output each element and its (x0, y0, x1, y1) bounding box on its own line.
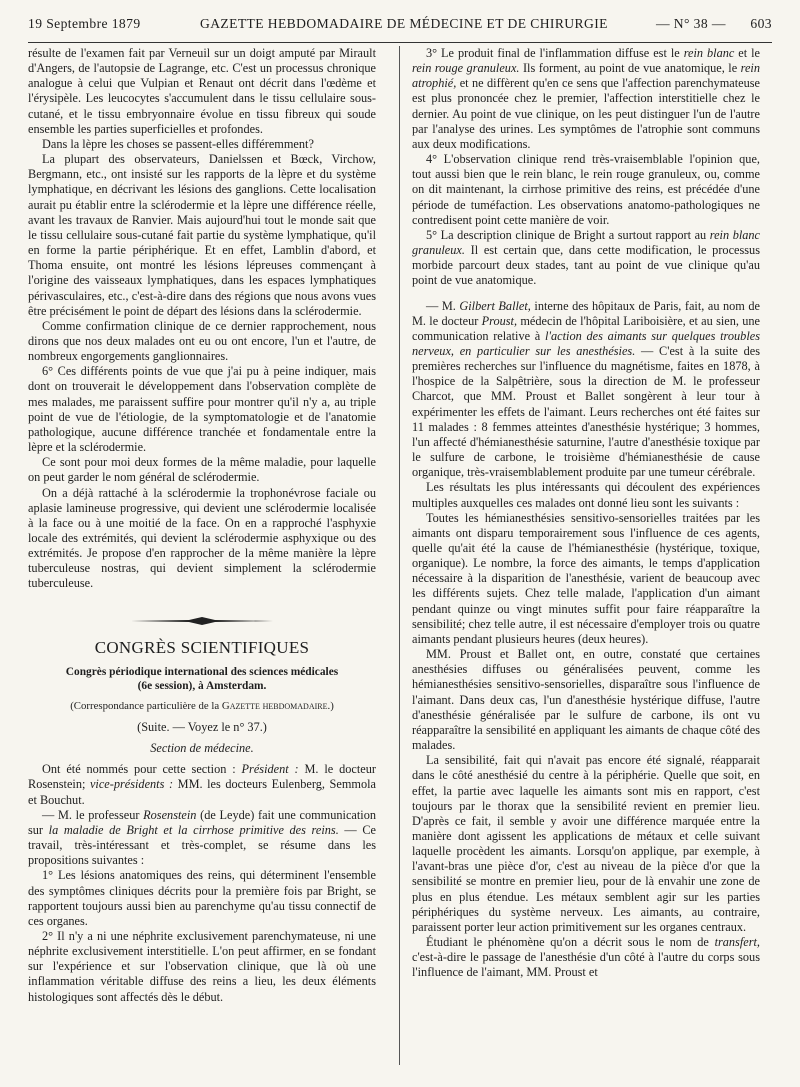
text-run: 3° Le produit final de l'inflammation diffuse est le (426, 46, 684, 60)
text-run: Ont été nommés pour cette section : (42, 762, 242, 777)
text-run: interne des hôpitaux de Paris, fait, au nom de M. le docteur (412, 298, 760, 328)
ornamental-rule (127, 616, 277, 626)
section-heading: CONGRÈS SCIENTIFIQUES (94, 637, 310, 657)
text-run: et le (734, 46, 760, 60)
italic-run: rein blanc (683, 46, 735, 60)
italic-run: Président : (241, 762, 299, 777)
column-divider (399, 46, 400, 1065)
congress-title (28, 665, 376, 693)
gazette-name: Gazette hebdomadaire (221, 699, 328, 712)
correspondence-suffix: .) (327, 699, 334, 712)
paragraph (28, 808, 376, 869)
italic-run: transfert, (714, 935, 760, 950)
italic-run: rein rouge granuleux. (412, 61, 520, 76)
text-run: 5° La description clinique de Bright a surtout rapport au (426, 227, 710, 242)
italic-run: l'action des aimants sur quelques troubles nerveux, en particulier sur les anesthésies. (412, 328, 760, 358)
paragraph: 2° Il n'y a ni une néphrite exclusivement parenchymateuse, ni une néphrite exclusivement interstitielle. L'on peut affirmer, en se fondant sur l'expérience et sur l'observation clinique, que là où une inflammation véritable diffuse des reins a lieu, les deux éléments histologiques sont affectés dès le début. (28, 928, 376, 1004)
text-run: MM. les docteurs Eulenberg, Semmola et Bouchut. (28, 777, 376, 807)
text-run: et ne diffèrent qu'en ce sens que l'affection parenchymateuse est plus prononcée chez le premier, l'affection interstitielle chez le dernier. Au point de vue clinique, on les peut distinguer l'un de l'autre par l'analyse des urines. Les symptômes de l'atrophie sont communs aux deux modifications. (412, 76, 760, 151)
paragraph (28, 762, 376, 807)
running-header (28, 8, 772, 43)
italic-run: Rosenstein (143, 807, 197, 822)
text-run: — M. (426, 298, 460, 313)
paragraph: 6° Ces différents points de vue que j'ai pu à peine indiquer, mais dont on trouverait le développement dans l'observation complète de mes malades, me paraissent suffire pour montrer qu'il n'y a, au triple point de vue de l'étiologie, de la symptomatologie et de l'anatomie pathologique, aucune différence tranchée et fondamentale entre la lèpre et la sclérodermie. (28, 364, 376, 455)
paragraph (412, 299, 760, 481)
text-run: — Ce travail, très-intéressant et très-complet, se résume dans les propositions suivantes : (28, 822, 377, 868)
text-run: c'est-à-dire le passage de l'anesthésie d'un côté à l'autre du corps sous l'influence de l'aimant, MM. Proust et (412, 950, 760, 980)
congress-title-line: Congrès périodique international des sciences médicales (65, 665, 339, 678)
continuation-note: (Suite. — Voyez le n° 37.) (137, 719, 267, 734)
paragraph: La plupart des observateurs, Danielssen et Bœck, Virchow, Bergmann, etc., ont insisté sur les rapports de la lèpre et du système lymphatique, en décrivant les lésions des ganglions. Cette localisation aurait pu établir entre la sclérodermie et la lèpre une différence réelle, avant les travaux de Ranvier. Mais aujourd'hui tout le monde sait que le tissu cellulaire sous-cutané fait partie du système lymphatique, qu'il en forme la partie périphérique. Et en effet, Lamblin d'abord, et Thoma ensuite, ont montré les lésions lépreuses commençant à l'origine des vaisseaux lymphatiques, dans les espaces lymphatiques périvasculaires, etc., c'est-à-dire dans des régions que nous avons vues être précisément le point de départ des lésions dans la sclérodermie. (28, 152, 376, 318)
header-date: 19 Septembre 1879 (28, 16, 141, 31)
paragraph (412, 46, 760, 152)
congress-title-line: (6e session), à Amsterdam. (137, 679, 267, 692)
paragraph: 4° L'observation clinique rend très-vraisemblable l'opinion que, tout aussi bien que le rein blanc, le rein rouge granuleux, ou, comme on dit maintenant, la cirrhose primitive des reins, est précédée d'une période de tuméfaction. Les observations anatomo-pathologiques ne contredisent point cette manière de voir. (412, 152, 760, 227)
paragraph: MM. Proust et Ballet ont, en outre, constaté que certaines anesthésies diffuses ou généralisées peuvent, comme les hémianesthésies sensitivo-sensorielles, disparaître sous l'influence de l'aimant. Dans deux cas, l'un d'anesthésie hystérique diffuse, l'autre d'anesthésie généralisée par le sulfure de carbone, ils ont vu réapparaître la sensibilité en appliquant les aimants de chaque côté des malades. (412, 647, 760, 753)
text-run: Ils forment, au point de vue anatomique, le (519, 61, 741, 76)
paragraph (412, 228, 760, 289)
text-run: — M. le professeur (42, 807, 144, 822)
text-run: Étudiant le phénomène qu'on a décrit sous le nom de (426, 935, 715, 950)
paragraph: Ce sont pour moi deux formes de la même maladie, pour laquelle on peut garder le nom général de sclérodermie. (28, 455, 376, 485)
text-run: (de Leyde) fait une communication sur (28, 807, 376, 837)
paragraph: On a déjà rattaché à la sclérodermie la trophonévrose faciale ou aplasie lamineuse progressive, qui devient une sclérodermie localisée à la face ou à une moitié de la face. On en a rapproché l'asphyxie locale des extrémités, qui devient la sclérodermie asphyxique ou des extrémités. Je propose d'en rapprocher de la même manière la lèpre tuberculeuse nostras, qui devient simplement la sclérodermie tuberculeuse. (28, 485, 376, 591)
text-run: médecin de l'hôpital Lariboisière, et au sien, une communication relative à (412, 313, 760, 343)
correspondence-prefix: (Correspondance particulière de la (70, 699, 222, 712)
paragraph: Les résultats les plus intéressants qui découlent des expériences multiples auxquelles ces malades ont donné lieu sont les suivants : (412, 480, 760, 510)
left-column (28, 46, 376, 1005)
header-journal-title: GAZETTE HEBDOMADAIRE DE MÉDECINE ET DE CHIRURGIE (200, 16, 608, 31)
paragraph: Comme confirmation clinique de ce dernier rapprochement, nous dirons que nos deux malades ont eu ou ont encore, l'un et l'autre, de nombreux engorgements ganglionnaires. (28, 318, 376, 364)
italic-run: la maladie de Bright et la cirrhose primitive des reins. (48, 822, 339, 837)
text-run: Il est certain que, dans cette modification, le processus morbide parcourt deux stades, tant au point de vue clinique qu'au point de vue anatomique. (412, 243, 760, 288)
italic-run: Proust, (481, 313, 518, 328)
paragraph: résulte de l'examen fait par Verneuil sur un doigt amputé par Mirault d'Angers, de l'autopsie de Lagrange, etc. C'est un processus chronique analogue à celui que Vulpian et Renaut ont décrit dans l'œdème et l'érysipèle. Les leucocytes s'accumulent dans le tissu cellulaire sous-cutané, et le tissu embryonnaire évolue en tissu fibreux qui soude ensemble les parties superficielles et profondes. (28, 46, 376, 136)
paragraph: La sensibilité, fait qui n'avait pas encore été signalé, réapparait dans le côté anesthésié du centre à la périphérie. Quelle que soit, en effet, la partie avec laquelle les aimants sont mis en rapport, c'est toujours par le thorax que la sensibilité revient en premier lieu. D'après ce fait, il semble y avoir une différence marquée entre la manière dont agissent les applications de métaux et celle suivant laquelle procèdent les aimants. Lorsqu'on applique, par exemple, à l'avant-bras une pièce d'or, c'est au niveau de la pièce d'or que la sensibilité se montre en premier lieu, pour de là envahir une zone de plus en plus étendue. Les métaux semblent agir sur les parties périphériques du système nerveux. Les aimants, au contraire, paraissent porter leur action primitivement sur les organes centraux. (412, 753, 760, 934)
paragraph: 1° Les lésions anatomiques des reins, qui déterminent l'ensemble des symptômes cliniques décrits pour la première fois par Bright, se rapportent toujours aussi bien au parenchyme qu'au tissu connectif de ces organes. (28, 868, 376, 928)
right-column (412, 46, 760, 981)
header-page-number: 603 (750, 16, 772, 31)
subsection-title: Section de médecine. (150, 741, 254, 756)
header-issue-number: — N° 38 — (656, 16, 726, 31)
text-run: M. le docteur Rosenstein; (28, 762, 376, 792)
paragraph (412, 935, 760, 980)
italic-run: vice-présidents : (89, 777, 174, 792)
italic-run: Gilbert Ballet, (459, 298, 531, 313)
paragraph: Toutes les hémianesthésies sensitivo-sensorielles traitées par les aimants ont disparu temporairement sous l'influence de ces agents, quelle qu'ait été la cause de l'hémianesthésie (hystérique, toxique, organique). Le nombre, la force des aimants, le temps d'application nécessaire à la disparition de l'anesthésie, varient de beaucoup avec les différents sujets. Chez telle malade, l'application d'un aimant pendant quinze ou vingt minutes suffit pour faire réapparaître la sensibilité; chez telle autre, il est nécessaire d'employer trois ou quatre aimants pendant plusieurs heures (deux heures). (412, 510, 760, 646)
correspondence-note (28, 699, 376, 714)
italic-run: rein atrophié, (412, 61, 760, 91)
text-run: — C'est à la suite des premières recherches sur l'influence du magnétisme, faites en 1878, à l'hospice de la Salpêtrière, sous la direction de M. le professeur Charcot, que MM. Proust et Ballet songèrent à leur tour à expérimenter les effets de l'aimant. Leurs recherches ont été faites sur 11 malades : 8 femmes atteintes d'anesthésie hystérique; 3 hommes, l'un affecté d'hémianesthésie saturnine, l'autre d'anesthésie toxique par le sulfure de carbone, le troisième d'hémianesthésie de cause organique, très-vraisemblablement produite par une tumeur cérébrale. (412, 343, 760, 480)
paragraph: Dans la lèpre les choses se passent-elles différemment? (42, 136, 314, 151)
italic-run: rein blanc granuleux. (412, 227, 761, 258)
